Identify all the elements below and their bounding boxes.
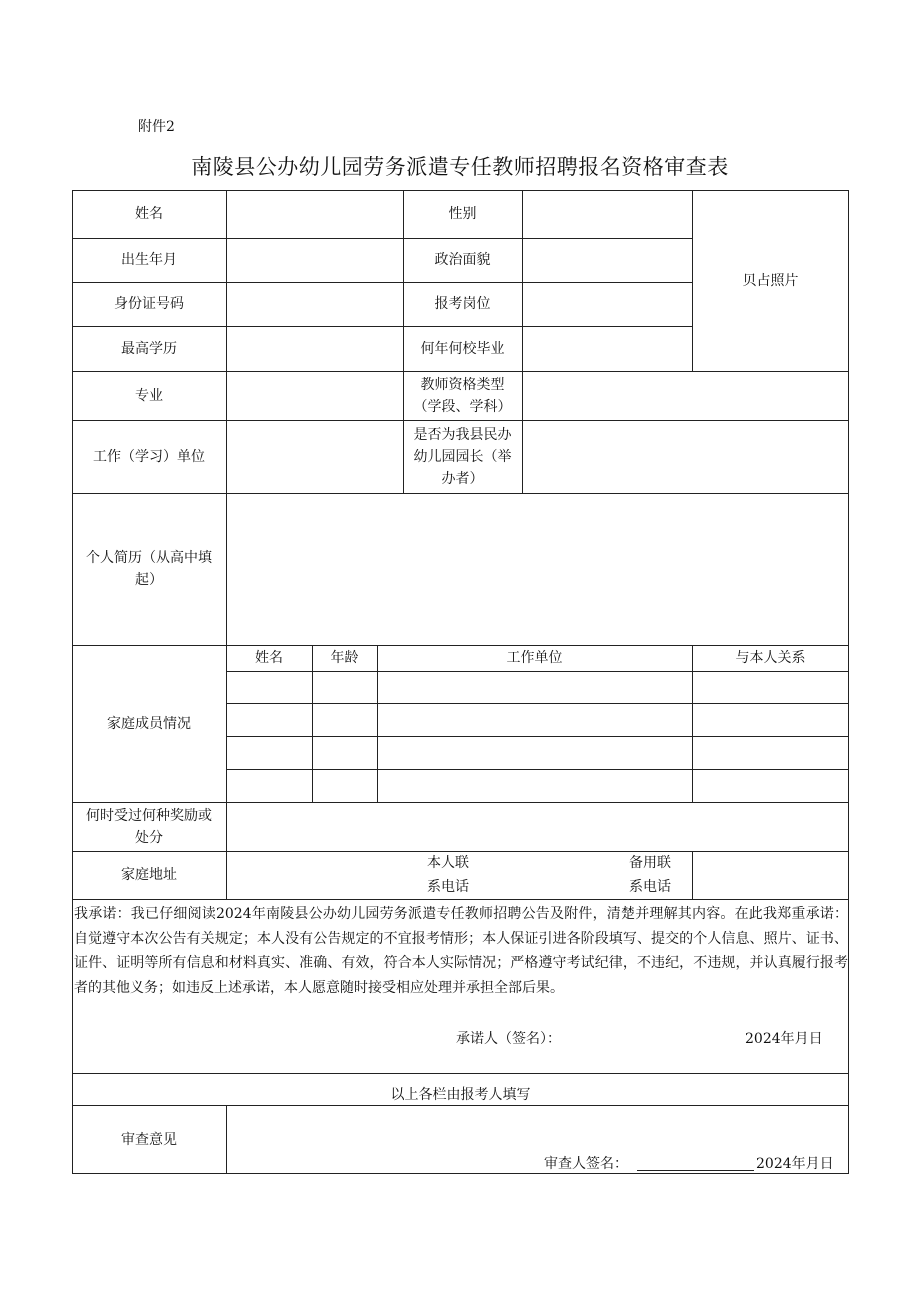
label-resume-line2: 起） <box>135 572 163 588</box>
family-rows-input-area[interactable] <box>226 671 849 802</box>
pledge-signer-label: 承诺人（签名）： <box>456 1031 561 1047</box>
label-id-number: 身份证号码 <box>114 296 184 312</box>
photo-cell[interactable]: 贝占照片 <box>742 273 799 289</box>
graduation-input-cell[interactable] <box>522 326 692 371</box>
label-rewards <box>72 802 226 851</box>
footer-note: 以上各栏由报考人填写 <box>390 1087 531 1103</box>
label-family: 家庭成员情况 <box>107 715 191 732</box>
major-input-cell[interactable] <box>226 371 403 420</box>
gender-input-cell[interactable] <box>522 190 692 238</box>
label-address: 家庭地址 <box>121 867 177 883</box>
review-date: 2024年月日 <box>756 1156 834 1172</box>
address-input-cell[interactable] <box>226 851 416 899</box>
family-col-work-unit: 工作单位 <box>506 650 563 666</box>
label-birth: 出生年月 <box>121 252 177 268</box>
label-political: 政治面貌 <box>434 252 491 268</box>
rewards-input-cell[interactable] <box>226 802 849 851</box>
label-resume <box>72 493 226 645</box>
label-backup-phone <box>618 851 682 899</box>
review-signature-line[interactable] <box>637 1170 754 1171</box>
label-private-kg-line2: 幼儿园园长（举 <box>413 448 512 465</box>
id-number-input-cell[interactable] <box>226 282 403 326</box>
label-private-kg-line1: 是否为我县民办 <box>413 426 512 443</box>
label-private-kg-line3: 办者） <box>441 470 484 487</box>
post-input-cell[interactable] <box>522 282 692 326</box>
label-phone-line1: 本人联 <box>427 855 469 871</box>
label-gender: 性别 <box>448 206 477 222</box>
label-cert-type-line1: 教师资格类型 <box>420 376 505 393</box>
private-kg-input-cell[interactable] <box>522 420 849 493</box>
label-phone <box>416 851 480 899</box>
label-cert-type <box>403 371 522 420</box>
label-backup-line1: 备用联 <box>629 855 671 871</box>
resume-input-cell[interactable] <box>226 493 849 645</box>
education-input-cell[interactable] <box>226 326 403 371</box>
family-col-relation: 与本人关系 <box>735 650 806 666</box>
backup-phone-input-cell[interactable] <box>692 851 849 899</box>
attachment-label: 附件2 <box>138 119 175 135</box>
label-name: 姓名 <box>135 206 163 222</box>
review-signer-label: 审查人签名： <box>544 1156 628 1172</box>
label-review: 审查意见 <box>121 1131 177 1148</box>
cert-type-input-cell[interactable] <box>522 371 849 420</box>
pledge-text: 我承诺：我已仔细阅读2024年南陵县公办幼儿园劳务派遣专任教师招聘公告及附件，清楚并理解其内容。在此我郑重承诺：自觉遵守本次公告有关规定；本人没有公告规定的不宜报考情形；本人保证引进各阶段填写、提交的个人信息、照片、证书、证件、证明等所有信息和材料真实、准确、有效，符合本人实际情况；严格遵守考试纪律，不违纪，不违规，并认真履行报考者的其他义务；如违反上述承诺，本人愿意随时接受相应处理并承担全部后果。 <box>74 906 848 996</box>
label-work-unit: 工作（学习）单位 <box>93 448 205 465</box>
family-col-age: 年龄 <box>330 650 359 666</box>
label-major: 专业 <box>135 387 163 404</box>
phone-input-cell[interactable] <box>480 851 618 899</box>
label-rewards-line2: 处分 <box>135 829 163 846</box>
label-resume-line1: 个人简历（从高中填 <box>86 550 212 566</box>
label-graduation: 何年何校毕业 <box>420 340 505 357</box>
pledge-date: 2024年月日 <box>745 1031 823 1047</box>
label-private-kg <box>403 420 522 493</box>
political-input-cell[interactable] <box>522 238 692 282</box>
label-post: 报考岗位 <box>434 296 491 312</box>
label-rewards-line1: 何时受过何种奖励或 <box>86 807 212 824</box>
label-backup-line2: 系电话 <box>629 879 671 895</box>
label-cert-type-line2: （学段、学科） <box>413 398 512 415</box>
label-education: 最高学历 <box>121 340 177 357</box>
review-input-cell[interactable] <box>226 1105 849 1155</box>
page-title: 南陵县公办幼儿园劳务派遣专任教师招聘报名资格审查表 <box>191 155 729 179</box>
work-unit-input-cell[interactable] <box>226 420 403 493</box>
birth-input-cell[interactable] <box>226 238 403 282</box>
family-col-name: 姓名 <box>255 650 283 666</box>
label-phone-line2: 系电话 <box>427 879 469 895</box>
name-input-cell[interactable] <box>226 190 403 238</box>
